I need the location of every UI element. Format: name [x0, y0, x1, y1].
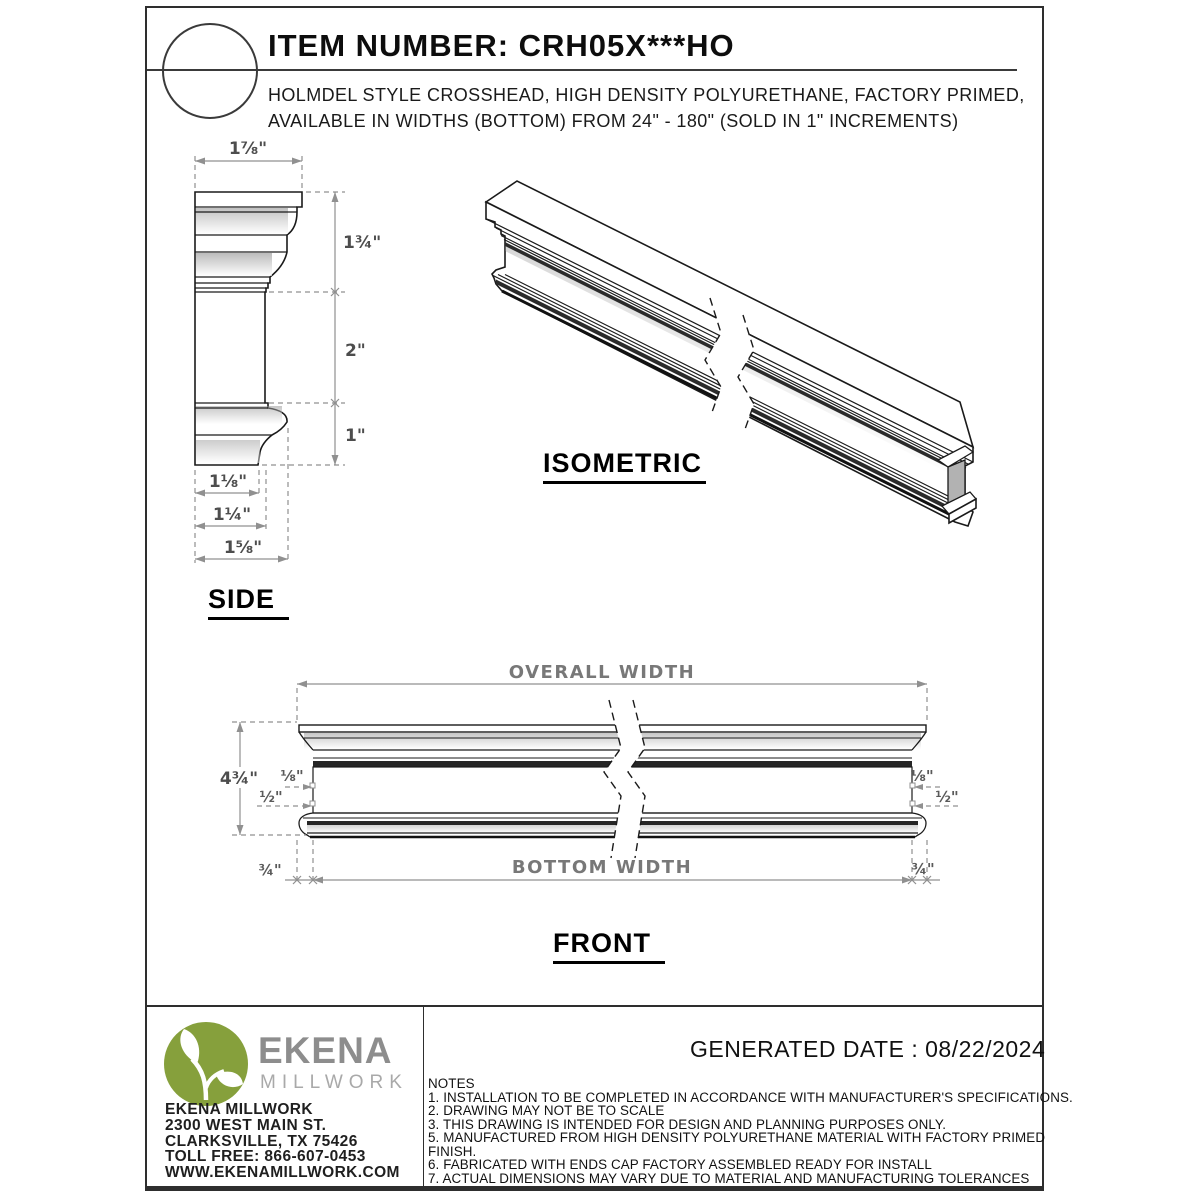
- isometric-view-label: ISOMETRIC: [543, 448, 706, 484]
- front-dim-end-right: ¾": [911, 860, 935, 878]
- note-line: FINISH.: [428, 1143, 477, 1159]
- company-address-block: [165, 1102, 400, 1181]
- side-dim-top-width: 1⅞": [228, 140, 268, 159]
- notes-block: [428, 1076, 1073, 1186]
- address-line: EKENA MILLWORK: [165, 1101, 313, 1118]
- side-dim-middle-height: 2": [345, 341, 366, 361]
- side-shade-bottom: [196, 440, 260, 463]
- title-divider-line: [147, 69, 1017, 71]
- address-line: TOLL FREE: 866-607-0453: [165, 1148, 366, 1166]
- address-line: CLARKSVILLE, TX 75426: [165, 1132, 358, 1150]
- footer-bottom-bar: [145, 1186, 1044, 1191]
- note-line: 7. ACTUAL DIMENSIONS MAY VARY DUE TO MATERIAL AND MANUFACTURING TOLERANCES: [428, 1170, 1030, 1186]
- brand-subtitle: MILLWORK: [260, 1072, 408, 1093]
- footer-divider-line: [147, 1005, 1044, 1007]
- side-dim-bottom-large: 1⅝": [223, 538, 263, 558]
- side-dim-lower-height: 1": [345, 426, 366, 446]
- front-dim-offset-right: ½": [935, 788, 959, 806]
- item-number-title: ITEM NUMBER: CRH05X***HO: [268, 28, 735, 63]
- side-view-label: SIDE: [208, 584, 289, 620]
- generated-date: GENERATED DATE : 08/22/2024: [690, 1036, 1046, 1062]
- front-view-drawing: [200, 650, 1010, 895]
- title-block-circle: [162, 23, 258, 119]
- product-description: [268, 82, 1025, 134]
- front-dim-height: 4¾": [219, 769, 259, 789]
- note-line: 5. MANUFACTURED FROM HIGH DENSITY POLYURETHANE MATERIAL WITH FACTORY PRIMED: [428, 1130, 1046, 1145]
- isometric-view-drawing: [460, 170, 1000, 560]
- note-line: 2. DRAWING MAY NOT BE TO SCALE: [428, 1103, 665, 1118]
- footer-vertical-divider: [423, 1005, 424, 1189]
- front-dim-end-left: ¾": [258, 861, 282, 879]
- front-dim-reveal-left: ⅛": [280, 767, 304, 785]
- note-line: 1. INSTALLATION TO BE COMPLETED IN ACCORDANCE WITH MANUFACTURER'S SPECIFICATIONS.: [428, 1089, 1073, 1105]
- side-dim-upper-height: 1¾": [343, 233, 382, 253]
- front-dim-reveal-right: ⅛": [910, 767, 934, 785]
- description-line-1: HOLMDEL STYLE CROSSHEAD, HIGH DENSITY POLYURETHANE, FACTORY PRIMED,: [268, 85, 1025, 105]
- front-bottom-width-label: BOTTOM WIDTH: [511, 857, 693, 878]
- address-line: WWW.EKENAMILLWORK.COM: [165, 1164, 400, 1182]
- notes-title: NOTES: [428, 1076, 475, 1091]
- note-line: 6. FABRICATED WITH ENDS CAP FACTORY ASSEMBLED READY FOR INSTALL: [428, 1157, 932, 1172]
- side-dim-bottom-mid: 1¼": [212, 505, 252, 525]
- ekena-logo-icon: [160, 1020, 252, 1112]
- side-shade-sill: [196, 406, 282, 424]
- front-view-label: FRONT: [553, 928, 665, 964]
- address-line: 2300 WEST MAIN ST.: [165, 1116, 327, 1134]
- front-overall-width-label: OVERALL WIDTH: [508, 662, 696, 683]
- side-dim-bottom-small: 1⅛": [208, 472, 248, 492]
- front-dim-offset-left: ½": [259, 788, 283, 806]
- note-line: 3. THIS DRAWING IS INTENDED FOR DESIGN AND PLANNING PURPOSES ONLY.: [428, 1116, 947, 1132]
- side-shade-mid: [196, 253, 272, 276]
- brand-name: EKENA: [258, 1030, 393, 1071]
- side-view-drawing: [150, 140, 420, 580]
- description-line-2: AVAILABLE IN WIDTHS (BOTTOM) FROM 24" - 180" (SOLD IN 1" INCREMENTS): [268, 111, 959, 131]
